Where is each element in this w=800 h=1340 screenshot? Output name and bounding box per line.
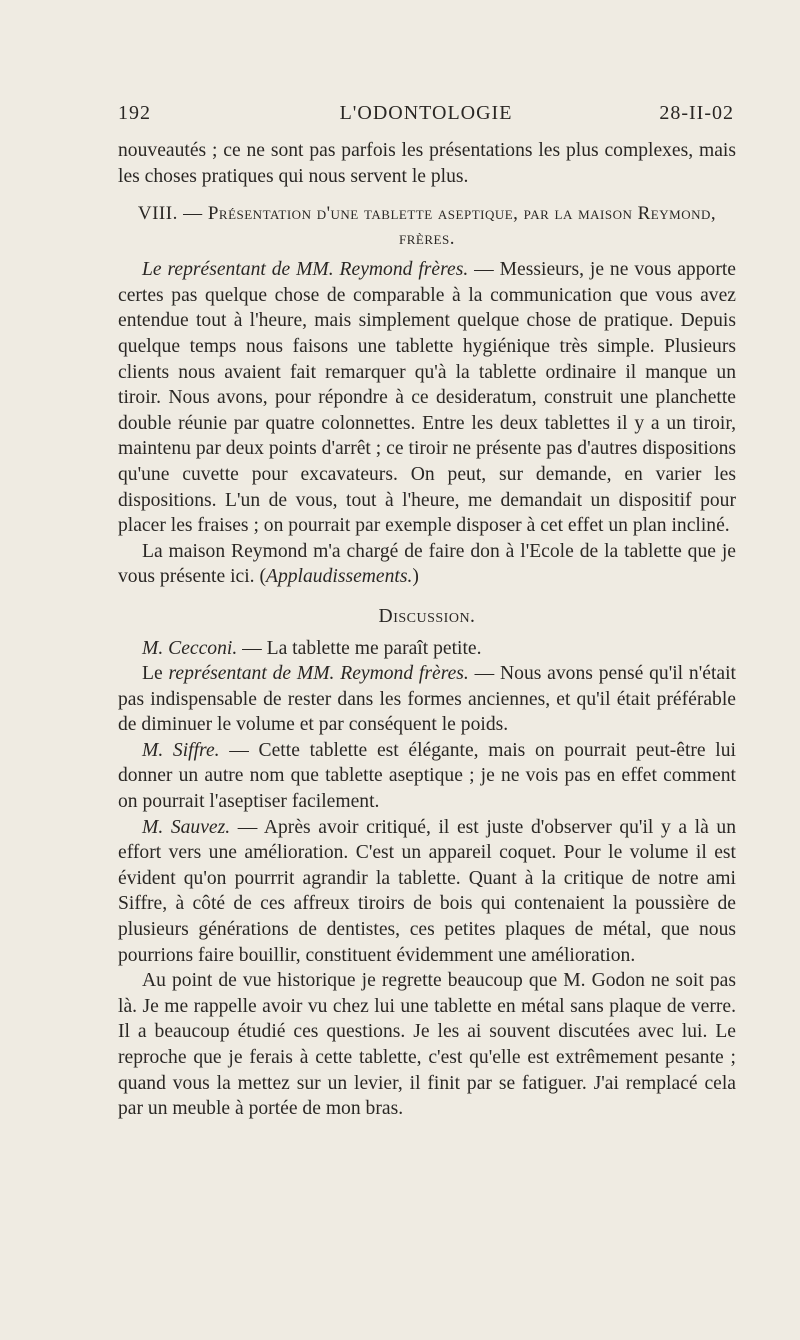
paragraph-tail: ) bbox=[412, 566, 419, 588]
paragraph-text: La maison Reymond m'a chargé de faire don à l'Ecole de la tablette que je vous présente ici. ( bbox=[118, 540, 736, 588]
applause-note: Applaudissements. bbox=[266, 566, 413, 588]
paragraph-presentation bbox=[118, 257, 736, 539]
issue-date: 28-II-02 bbox=[659, 102, 734, 124]
section-title: Présentation d'une tablette aseptique, par la maison Reymond, frères. bbox=[207, 203, 717, 250]
section-heading bbox=[118, 201, 736, 251]
paragraph-text: Au point de vue historique je regrette beaucoup que M. Godon ne soit pas là. Je me rappelle avoir vu chez lui une tablette en métal sans plaque de verre. Il a beaucoup étudié ces questions. Je les ai souvent discutées avec lui. Le reproche que je ferais à cette tablette, c'est qu'elle est extrêmement pesante ; quand vous la mettez sur un levier, il finit par se fatiguer. J'ai remplacé cela par un meuble à portée de mon bras. bbox=[118, 970, 736, 1120]
speaker-name: M. Sauvez. bbox=[142, 816, 231, 838]
paragraph-donation bbox=[118, 539, 736, 590]
speaker-name: représentant de MM. Reymond frères. bbox=[168, 663, 469, 685]
section-numeral: VIII. — bbox=[137, 203, 208, 225]
paragraph-text: — Après avoir critiqué, il est juste d'observer qu'il y a là un effort vers une amélioration. C'est un appareil coquet. Pour le volume il est évident qu'on pourrrit agrandir la tablette. Quant à la critique de notre ami Siffre, à côté de ces affreux tiroirs de bois qui contenaient la poussière de plusieurs générations de dentistes, ces petites plaques de métal, que nous pourrions faire bouillir, constituent évidemment une amélioration. bbox=[118, 816, 736, 966]
running-title: L'ODONTOLOGIE bbox=[339, 102, 513, 124]
paragraph-text: — La tablette me paraît petite. bbox=[237, 637, 482, 659]
discussion-paragraph bbox=[118, 636, 736, 662]
page-body bbox=[118, 138, 736, 1122]
speaker-prefix: Le bbox=[142, 663, 169, 685]
speaker-name: Le représentant de MM. Reymond frères. bbox=[142, 259, 469, 281]
discussion-paragraph bbox=[118, 968, 736, 1122]
running-header bbox=[118, 102, 734, 128]
speaker-name: M. Siffre. bbox=[142, 739, 220, 761]
paragraph-text: — Messieurs, je ne vous apporte certes pas quelque chose de comparable à la communication que vous avez entendue tout à l'heure, mais simplement quelque chose de pratique. Depuis quelque temps nous faisons une tablette hygiénique très simple. Plusieurs clients nous avaient fait remarquer qu'à la tablette ordinaire il manque un tiroir. Nous avons, pour répondre à ce desideratum, construit une planchette double réunie par quatre colonnettes. Entre les deux tablettes il y a un tiroir, maintenu par deux points d'arrêt ; ce tiroir ne présente pas d'autres dispositions qu'une cuvette pour excavateurs. On peut, sur demande, en varier les dispositions. L'un de vous, tout à l'heure, me demandait un dispositif pour placer les fraises ; on pourrait par exemple disposer à cet effet un plan incliné. bbox=[118, 259, 736, 537]
discussion-paragraph bbox=[118, 815, 736, 969]
intro-paragraph: nouveautés ; ce ne sont pas parfois les présentations les plus complexes, mais les choses pratiques qui nous servent le plus. bbox=[118, 140, 736, 187]
discussion-paragraph bbox=[118, 738, 736, 815]
page-number: 192 bbox=[118, 102, 151, 124]
discussion-heading: Discussion. bbox=[378, 605, 476, 627]
paragraph-text: — Cette tablette est élégante, mais on pourrait peut-être lui donner un autre nom que tablette aseptique ; je ne vois pas en effet comment on pourrait l'aseptiser facilement. bbox=[118, 739, 736, 813]
paragraph-text: — Nous avons pensé qu'il n'était pas indispensable de rester dans les formes anciennes, et qu'il était préférable de diminuer le volume et par conséquent le poids. bbox=[118, 663, 736, 736]
speaker-name: M. Cecconi. bbox=[142, 637, 238, 659]
discussion-paragraph bbox=[118, 661, 736, 738]
